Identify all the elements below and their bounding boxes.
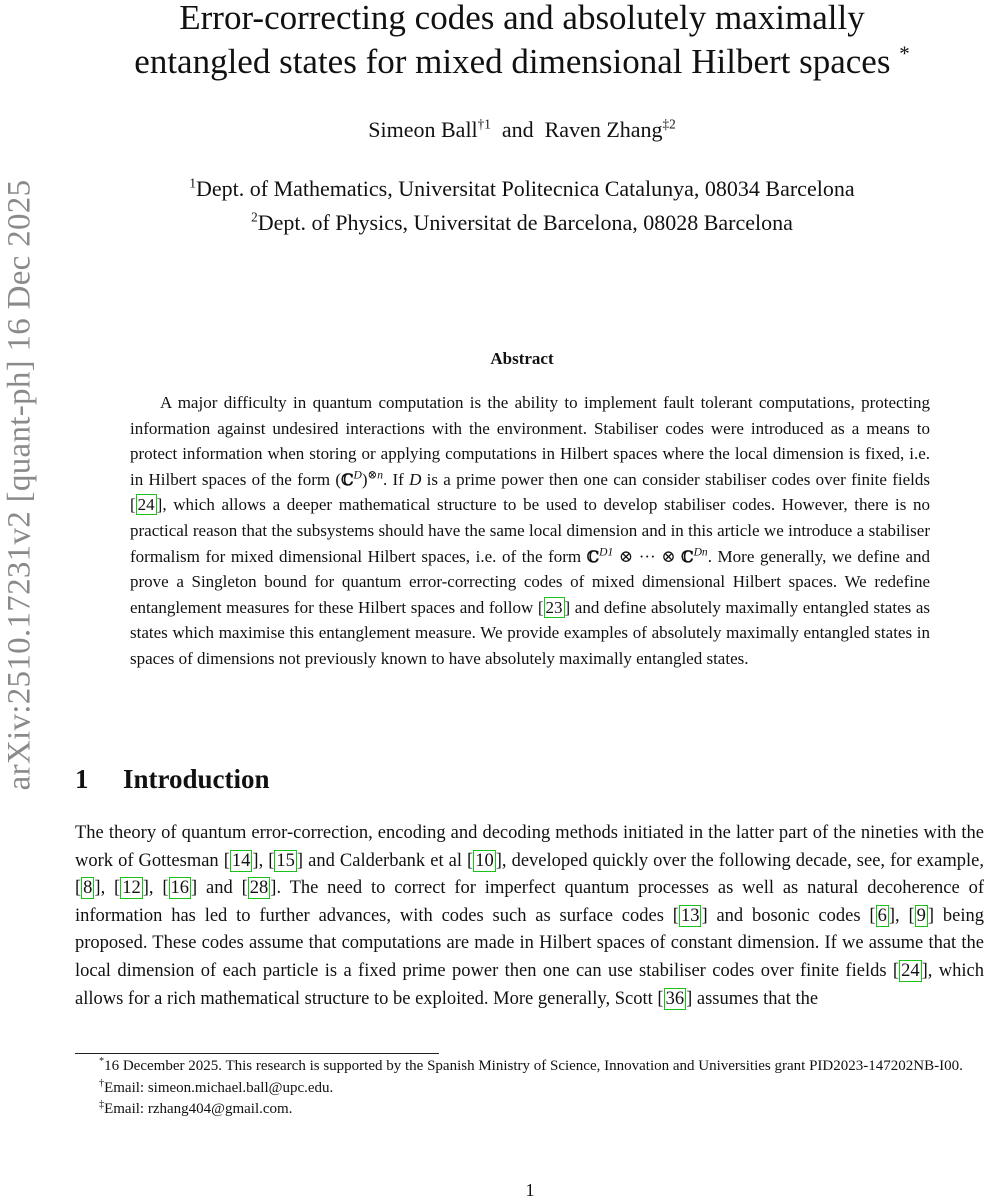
- title-footnote-mark[interactable]: *: [899, 41, 910, 66]
- footnote-3: [75, 1099, 984, 1121]
- math-complex-symbol: ℂ: [341, 469, 354, 489]
- abstract-text: . If: [382, 469, 410, 489]
- math-tensor-power: ⊗n: [367, 468, 383, 482]
- intro-text: and Calderbank et al: [303, 850, 468, 871]
- title-line-1: Error-correcting codes and absolutely maximally: [179, 0, 865, 37]
- intro-text: . The need to correct for imperfect quantum processes as well as natural decoherence of information has led to further advances, with codes such as surface codes: [75, 878, 984, 926]
- math-cdots: ···: [638, 546, 656, 566]
- intro-text: , which allows for a rich mathematical structure to be exploited. More generally, Scott: [75, 960, 984, 1009]
- citation-link[interactable]: 13: [680, 905, 700, 926]
- affiliation-2: [60, 210, 984, 236]
- author-zhang-mark[interactable]: ‡2: [662, 116, 676, 132]
- math-otimes: ⊗: [618, 546, 634, 566]
- citation-link[interactable]: 10: [475, 850, 494, 871]
- citation-link[interactable]: 9: [916, 905, 926, 926]
- abstract-body: A major difficulty in quantum computation is the ability to implement fault tolerant computations, protecting information against undesired interactions with the environment. Stabiliser codes were introduced as a means to protect information when storing or applying computations in Hilbert spaces where the local dimension is fixed, i.e. in Hilbert spaces of the form (ℂ$^D$)$^{\otimes n}$. If D is a prime power then one can consider stabiliser codes over finite fields [ 24 ], which allows a deeper mathematical structure to be used to develop stabiliser codes. However, there is no practical reason that the subsystems should have the same local dimension and in this article we introduce a stabiliser formalism for mixed dimensional Hilbert spaces, i.e. of the form ℂ$^{D1}$ ⊗ ··· ⊗ ℂ$^{Dn}$. More generally, we define and prove a Singleton bound for quantum error-correcting codes of mixed dimensional Hilbert spaces. We redefine entanglement measures for these Hilbert spaces and follow [ 23 ] and define absolutely maximally entangled states as states which maximise this entanglement measure. We provide examples of absolutely maximally entangled states in spaces of dimensions not previously known to have absolutely maximally entangled states.: [130, 393, 931, 668]
- footnote-1-text: 16 December 2025. This research is supported by the Spanish Ministry of Science, Innovation and Universities grant PID2023-147202NB-I00.: [104, 1058, 963, 1074]
- citation-link[interactable]: 8: [83, 878, 93, 899]
- authors: [60, 117, 984, 143]
- citation-link[interactable]: 28: [249, 878, 269, 899]
- footnote-2: [75, 1078, 984, 1100]
- abstract-text: and define absolutely maximally entangled states as states which maximise this entanglement measure. We provide examples of absolutely maximally entangled states in spaces of dimensions not previously known to have absolutely maximally entangled states.: [130, 597, 931, 668]
- affiliation-1-mark: 1: [189, 175, 196, 191]
- citation-link[interactable]: 24: [901, 960, 920, 981]
- affiliation-1-text: Dept. of Mathematics, Universitat Politecnica Catalunya, 08034 Barcelona: [196, 176, 855, 201]
- math-complex-symbol: ℂ: [586, 546, 600, 566]
- affiliation-1: [60, 176, 984, 202]
- section-title: Introduction: [123, 764, 270, 794]
- intro-text: and bosonic codes: [707, 905, 870, 926]
- math-d1-sup: D1: [599, 544, 614, 558]
- title-line-2-text: entangled states for mixed dimensional Hilbert spaces: [134, 42, 891, 81]
- intro-text: The theory of quantum error-correction, encoding and decoding methods initiated in the latter part of the nineties with the work of Gottesman: [75, 823, 984, 871]
- footnote-rule: [75, 1053, 439, 1054]
- math-dn-sup: Dn: [693, 544, 708, 558]
- affiliation-2-mark: 2: [251, 209, 258, 225]
- abstract-text: is a prime power then one can consider stabiliser codes over finite fields: [421, 469, 931, 489]
- citation-link[interactable]: 36: [665, 988, 685, 1009]
- intro-and: and: [206, 878, 233, 899]
- page-number: 1: [525, 1180, 535, 1200]
- authors-and: and: [501, 117, 534, 142]
- intro-text: being proposed. These codes assume that computations are made in Hilbert spaces of constant dimension. If we assume that the local dimension of each particle is a fixed prime power then one can use stabiliser codes over finite fields: [75, 905, 984, 981]
- citation-link[interactable]: 14: [231, 850, 251, 871]
- abstract-heading: Abstract: [490, 349, 554, 368]
- footnote-3-text: Email: rzhang404@gmail.com.: [104, 1101, 293, 1117]
- footnote-2-text: Email: simeon.michael.ball@upc.edu.: [104, 1079, 334, 1096]
- intro-text: , developed quickly over the following decade, see, for example,: [501, 850, 984, 871]
- title-line-2: [60, 40, 984, 84]
- citation-link[interactable]: 16: [170, 878, 190, 899]
- author-ball: Simeon Ball: [368, 117, 478, 142]
- abstract-text: A major difficulty in quantum computation is the ability to implement fault tolerant computations, protecting information against undesired interactions with the environment. Stabiliser codes were introduced as a means to protect information when storing or applying computations in Hilbert spaces where the local dimension is fixed, i.e. in Hilbert spaces of the form: [130, 393, 930, 489]
- intro-paragraph: The theory of quantum error-correction, encoding and decoding methods initiated in the latter part of the nineties with the work of Gottesman [ 14 ], [ 15 ] and Calderbank et al [ 10 ], developed quickly over the following decade, see, for example, [ 8 ], [ 12 ], [ 16 ] and [ 28 ]. The need to correct for imperfect quantum processes as well as natural decoherence of information has led to further advances, with codes such as surface codes [ 13 ] and bosonic codes [ 6 ], [ 9 ] being proposed. These codes assume that computations are made in Hilbert spaces of constant dimension. If we assume that the local dimension of each particle is a fixed prime power then one can use stabiliser codes over finite fields [ 24 ], which allows for a rich mathematical structure to be exploited. More generally, Scott [ 36 ] assumes that the: [75, 823, 984, 1009]
- arxiv-stamp: [0, 130, 40, 840]
- paper-title: [60, 0, 984, 84]
- arxiv-stamp-text: arXiv:2510.17231v2 [quant-ph] 16 Dec 2025: [1, 179, 38, 791]
- abstract-text: , which allows a deeper mathematical structure to be used to develop stabiliser codes. However, there is no practical reason that the subsystems should have the same local dimension and in this article we introduce a stabiliser formalism for mixed dimensional Hilbert spaces, i.e. of the form: [130, 495, 930, 566]
- citation-link[interactable]: 23: [545, 597, 563, 617]
- footnote-1: [75, 1056, 984, 1078]
- citation-link[interactable]: 24: [137, 495, 155, 515]
- affiliation-2-text: Dept. of Physics, Universitat de Barcelona, 08028 Barcelona: [257, 210, 793, 235]
- math-mixed-space: [586, 544, 708, 566]
- abstract-text: . More generally, we define and prove a Singleton bound for quantum error-correcting codes of mixed dimensional Hilbert spaces. We redefine entanglement measures for these Hilbert spaces and follow: [130, 546, 930, 617]
- footnotes: [75, 1056, 984, 1121]
- math-otimes: ⊗: [661, 546, 676, 566]
- math-hilbert-space: (ℂ$^D$)$^{\otimes n}$: [335, 468, 383, 489]
- citation-link[interactable]: 6: [877, 905, 887, 926]
- footnote-1-mark: *: [99, 1056, 105, 1067]
- citation-link[interactable]: 15: [276, 850, 295, 871]
- footnote-3-mark: ‡: [99, 1099, 105, 1110]
- author-zhang: Raven Zhang: [544, 117, 663, 142]
- citation-link[interactable]: 12: [122, 878, 141, 899]
- author-ball-mark[interactable]: †1: [477, 116, 491, 132]
- section-heading: [75, 764, 270, 795]
- section-number: 1: [75, 764, 89, 794]
- intro-text: assumes that the: [692, 988, 819, 1009]
- math-dimension-sup: D: [353, 468, 362, 482]
- math-complex-symbol: ℂ: [681, 546, 694, 566]
- footnote-2-mark: †: [99, 1077, 105, 1089]
- math-dimension: D: [409, 469, 422, 489]
